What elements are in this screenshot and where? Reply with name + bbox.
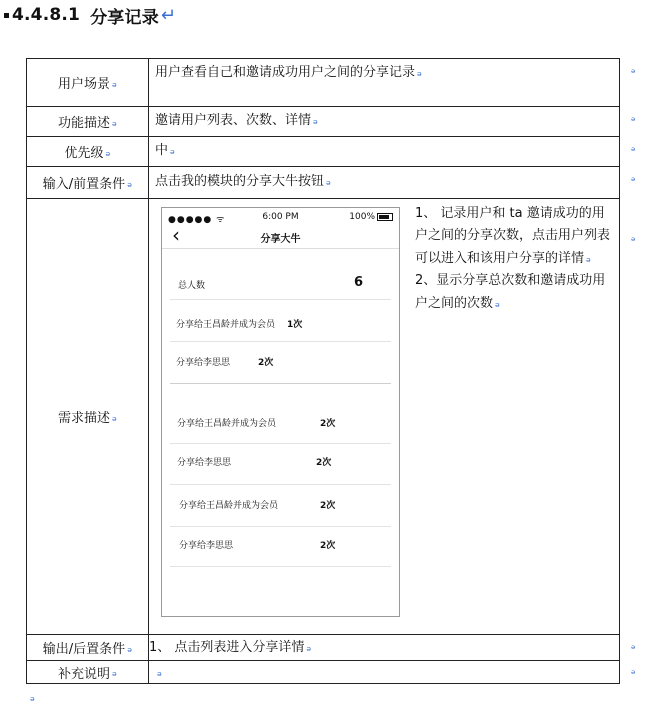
status-time: 6:00 PM — [262, 212, 299, 222]
row-label: 输入/前置条件 ₔ — [27, 167, 149, 198]
table-row — [27, 59, 636, 106]
trailing-paragraph-mark: ₔ — [30, 690, 36, 704]
list-item[interactable]: 分享给王昌龄并成为会员 1次 — [170, 299, 391, 342]
table-row — [27, 166, 636, 198]
cell-end-mark: ₔ — [631, 171, 636, 184]
list-item[interactable]: 分享给王昌龄并成为会员 2次 — [170, 383, 391, 444]
total-count-row — [170, 253, 391, 300]
section-heading — [4, 2, 176, 28]
row-value: ₔ — [157, 665, 163, 679]
list-item[interactable]: 分享给李思思 2次 — [170, 443, 391, 485]
list-item[interactable]: 分享给李思思 2次 — [170, 526, 391, 567]
phone-mockup — [161, 207, 400, 617]
row-value: 邀请用户列表、次数、详情 ₔ — [155, 113, 319, 128]
row-value: 点击我的模块的分享大牛按钮 ₔ — [155, 174, 332, 189]
list-item[interactable]: 分享给王昌龄并成为会员 2次 — [170, 484, 391, 527]
section-number: 4.4.8.1 — [12, 5, 81, 25]
cell-end-mark: ₔ — [631, 141, 636, 154]
total-value: 6 — [354, 275, 364, 290]
screen-title: 分享大牛 — [260, 234, 301, 245]
row-value: 用户查看自己和邀请成功用户之间的分享记录 ₔ — [155, 65, 423, 80]
table-row — [27, 198, 636, 634]
note-point-2: 2、显示分享总次数和邀请成功用户之间的次数 ₔ — [415, 273, 606, 311]
status-bar — [162, 208, 399, 226]
cell-end-mark: ₔ — [631, 231, 636, 244]
signal-icon: ●●●●● ᯤ — [168, 215, 226, 225]
row-label: 功能描述 ₔ — [27, 107, 149, 136]
battery-indicator: 100% — [349, 212, 393, 222]
total-label: 总人数 — [178, 281, 206, 291]
row-value: 中 ₔ — [155, 143, 176, 158]
table-row — [27, 660, 636, 683]
row-value: 1、 点击列表进入分享详情 ₔ — [149, 640, 312, 655]
table-row — [27, 136, 636, 166]
row-label: 输出/后置条件 ₔ — [27, 635, 149, 660]
row-label: 用户场景 ₔ — [27, 59, 149, 106]
return-mark-icon: ↵ — [160, 4, 177, 26]
battery-icon — [377, 213, 393, 221]
bullet-icon — [4, 13, 9, 18]
nav-bar — [162, 223, 399, 249]
table-row — [27, 106, 636, 136]
cell-end-mark: ₔ — [631, 639, 636, 652]
row-label: 补充说明 ₔ — [27, 661, 149, 683]
row-label: 优先级 ₔ — [27, 137, 149, 166]
note-point-1: 1、 记录用户和 ta 邀请成功的用户之间的分享次数，点击用户列表可以进入和该用户分享的详情 ₔ — [415, 206, 611, 266]
section-title: 分享记录 — [90, 7, 159, 28]
row-label: 需求描述 ₔ — [27, 199, 149, 634]
cell-end-mark: ₔ — [631, 111, 636, 124]
table-row — [27, 634, 636, 660]
requirements-table — [26, 58, 636, 684]
list-item[interactable]: 分享给李思思 2次 — [170, 341, 391, 384]
requirement-notes — [415, 203, 615, 315]
cell-end-mark: ₔ — [631, 63, 636, 76]
cell-end-mark: ₔ — [631, 664, 636, 677]
back-chevron-icon[interactable]: ‹ — [172, 223, 180, 247]
